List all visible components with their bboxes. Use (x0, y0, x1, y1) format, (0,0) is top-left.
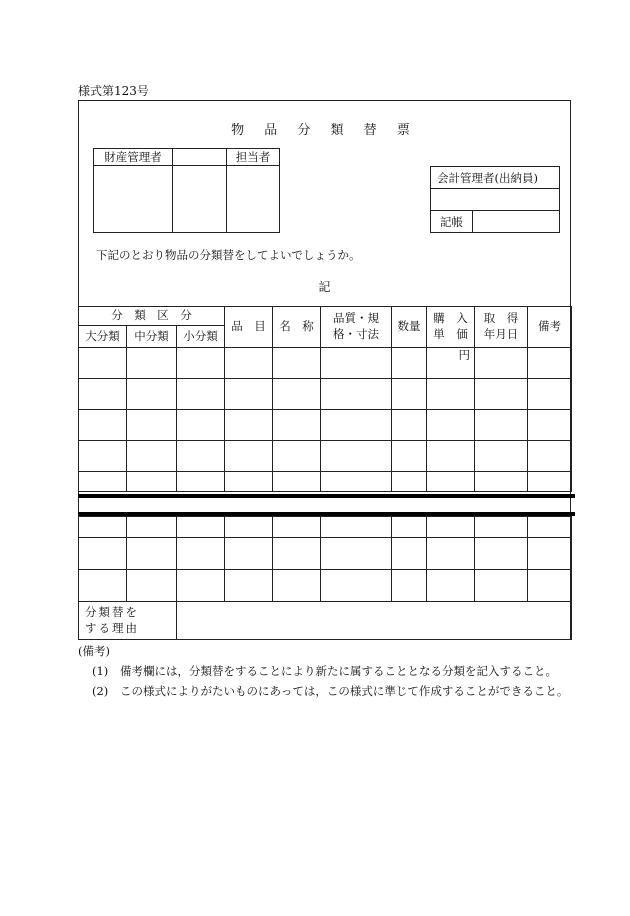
table-cell[interactable] (225, 570, 273, 602)
accounting-manager-box (430, 166, 560, 233)
table-cell[interactable] (427, 441, 475, 472)
table-cell[interactable] (475, 410, 528, 441)
table-cell[interactable] (79, 538, 127, 570)
table-row (79, 570, 572, 602)
table-cell[interactable] (79, 410, 127, 441)
table-cell[interactable] (392, 472, 427, 492)
accounting-manager-label: 会計管理者(出納員) (431, 167, 560, 189)
items-table (78, 306, 572, 492)
unit-price-header-line2: 単 価 (433, 327, 468, 341)
table-cell[interactable] (392, 379, 427, 410)
note-item (92, 663, 557, 679)
reason-label-line2: する理由 (85, 620, 139, 635)
table-cell[interactable] (528, 570, 572, 602)
table-cell[interactable] (427, 517, 475, 538)
note-text: この様式によりがたいものにあっては，この様式に準じて作成することができること。 (120, 684, 569, 698)
yen-unit: 円 (458, 348, 470, 362)
table-cell[interactable] (127, 538, 177, 570)
table-cell[interactable] (127, 472, 177, 492)
table-cell[interactable] (177, 441, 225, 472)
table-cell[interactable] (225, 379, 273, 410)
table-cell[interactable] (321, 441, 392, 472)
table-cell[interactable] (127, 517, 177, 538)
table-cell[interactable] (273, 379, 321, 410)
table-cell[interactable] (127, 570, 177, 602)
reason-label-line1: 分類替を (85, 604, 139, 619)
table-cell[interactable] (127, 441, 177, 472)
table-cell[interactable] (392, 570, 427, 602)
request-text: 下記のとおり物品の分類替をしてよいでしょうか。 (96, 248, 361, 262)
table-cell[interactable] (273, 441, 321, 472)
table-cell[interactable] (79, 517, 127, 538)
items-table-continued (78, 516, 572, 640)
remarks-header: 備考 (528, 307, 572, 348)
table-cell[interactable] (528, 472, 572, 492)
notes-header: (備考) (78, 644, 110, 658)
property-manager-box (93, 148, 280, 233)
table-cell[interactable] (273, 517, 321, 538)
table-cell[interactable] (79, 570, 127, 602)
table-cell[interactable] (392, 441, 427, 472)
quality-header-line1: 品質・規 (333, 311, 379, 326)
property-manager-label: 財産管理者 (94, 149, 173, 166)
table-row (79, 538, 572, 570)
acquisition-date-header-line2: 年月日 (483, 327, 519, 341)
ki-heading: 記 (318, 280, 331, 294)
table-cell[interactable] (79, 348, 127, 379)
table-cell[interactable] (475, 517, 528, 538)
table-row (79, 348, 572, 379)
table-cell[interactable] (528, 410, 572, 441)
table-cell[interactable] (79, 441, 127, 472)
table-row (79, 379, 572, 410)
quality-header-line2: 格・寸法 (333, 327, 379, 341)
omission-break-line-top (78, 494, 575, 498)
table-cell[interactable] (177, 410, 225, 441)
table-cell[interactable] (127, 379, 177, 410)
table-cell[interactable] (321, 517, 392, 538)
ledger-label: 記帳 (431, 211, 473, 233)
table-cell[interactable] (225, 441, 273, 472)
table-cell[interactable] (528, 379, 572, 410)
table-cell[interactable] (321, 570, 392, 602)
major-class-header: 大分類 (79, 326, 127, 348)
reason-field[interactable] (177, 602, 572, 640)
classification-header: 分 類 区 分 (79, 307, 225, 326)
table-cell[interactable] (273, 538, 321, 570)
acquisition-date-header-line1: 取 得 (483, 311, 519, 326)
table-cell[interactable] (177, 538, 225, 570)
person-in-charge-stamp-cell[interactable] (227, 166, 280, 233)
property-manager-sub-stamp-cell[interactable] (173, 166, 227, 233)
table-row (79, 472, 572, 492)
note-text: 備考欄には，分類替をすることにより新たに属することとなる分類を記入すること。 (120, 664, 557, 678)
table-cell[interactable] (321, 472, 392, 492)
table-cell[interactable] (177, 570, 225, 602)
table-cell[interactable] (392, 348, 427, 379)
table-cell[interactable] (392, 538, 427, 570)
table-cell[interactable] (475, 570, 528, 602)
note-number: (2) (92, 684, 109, 698)
table-cell[interactable] (475, 472, 528, 492)
table-cell[interactable] (475, 348, 528, 379)
minor-class-header: 小分類 (177, 326, 225, 348)
table-row (79, 410, 572, 441)
table-cell[interactable] (127, 410, 177, 441)
table-cell[interactable] (392, 517, 427, 538)
table-cell[interactable] (427, 410, 475, 441)
reason-row (79, 602, 572, 640)
table-cell[interactable] (528, 517, 572, 538)
table-cell[interactable] (79, 472, 127, 492)
middle-class-header: 中分類 (127, 326, 177, 348)
note-number: (1) (92, 664, 109, 678)
table-cell[interactable] (273, 472, 321, 492)
table-cell[interactable] (321, 348, 392, 379)
table-cell[interactable] (177, 348, 225, 379)
accounting-manager-stamp-cell[interactable] (431, 189, 560, 211)
table-cell[interactable] (273, 348, 321, 379)
table-cell[interactable] (427, 538, 475, 570)
ledger-stamp-cell[interactable] (472, 211, 559, 233)
table-cell[interactable] (177, 379, 225, 410)
table-cell[interactable] (177, 517, 225, 538)
unit-price-header-line1: 購 入 (433, 311, 468, 326)
table-cell[interactable] (427, 570, 475, 602)
table-cell[interactable] (225, 538, 273, 570)
table-cell[interactable] (225, 472, 273, 492)
table-cell[interactable] (475, 379, 528, 410)
table-row (79, 517, 572, 538)
table-cell[interactable] (528, 348, 572, 379)
table-cell[interactable] (177, 472, 225, 492)
form-number: 様式第123号 (78, 84, 149, 98)
quality-header (321, 307, 392, 348)
name-header: 名 称 (273, 307, 321, 348)
table-row (79, 441, 572, 472)
table-cell[interactable] (528, 441, 572, 472)
note-item (92, 683, 568, 699)
property-manager-stamp-cell[interactable] (94, 166, 173, 233)
table-cell[interactable] (321, 379, 392, 410)
table-cell[interactable] (273, 570, 321, 602)
table-cell[interactable] (427, 472, 475, 492)
table-cell[interactable] (475, 538, 528, 570)
reason-label (79, 602, 177, 640)
quantity-header: 数量 (392, 307, 427, 348)
table-cell[interactable] (225, 517, 273, 538)
property-manager-sub-cell (173, 149, 227, 166)
table-cell[interactable] (321, 538, 392, 570)
person-in-charge-label: 担当者 (227, 149, 280, 166)
unit-price-header (427, 307, 475, 348)
table-cell[interactable] (273, 410, 321, 441)
table-cell[interactable] (528, 538, 572, 570)
table-cell[interactable] (79, 379, 127, 410)
table-cell[interactable] (225, 410, 273, 441)
table-cell[interactable] (127, 348, 177, 379)
table-cell[interactable] (427, 348, 475, 379)
table-cell[interactable] (321, 410, 392, 441)
table-cell[interactable] (427, 379, 475, 410)
acquisition-date-header (475, 307, 528, 348)
document-title: 物 品 分 類 替 票 (231, 123, 418, 138)
table-cell[interactable] (475, 441, 528, 472)
table-cell[interactable] (225, 348, 273, 379)
table-cell[interactable] (392, 410, 427, 441)
item-header: 品 目 (225, 307, 273, 348)
